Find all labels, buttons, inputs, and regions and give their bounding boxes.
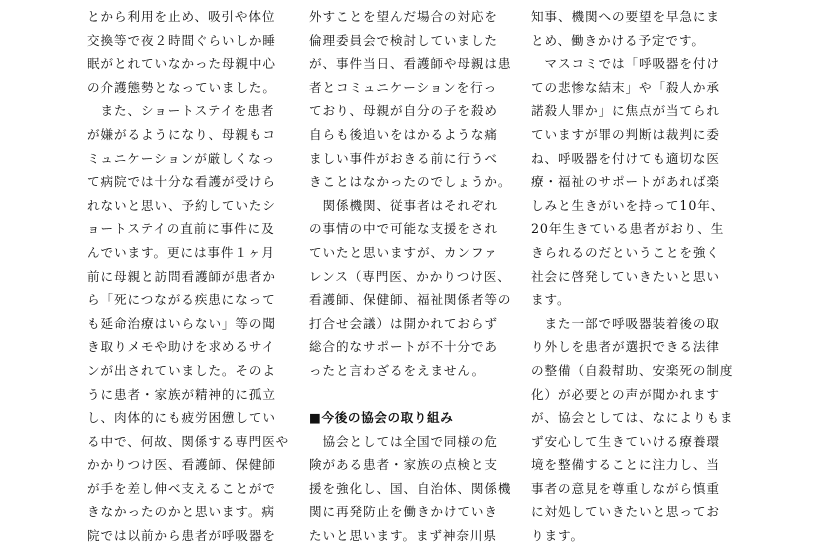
text-line: 打合せ会議）は開かれておらず	[309, 315, 498, 331]
text-line: 険がある患者・家族の点検と支	[309, 457, 498, 473]
text-line: とめ、働きかける予定です。	[531, 32, 705, 48]
text-line: 援を強化し、国、自治体、関係機	[309, 480, 512, 496]
text-line: とから利用を止め、吸引や体位	[87, 9, 276, 24]
text-line: 知事、機関への要望を早急にま	[531, 9, 720, 24]
text-line: 看護師、保健師、福祉関係者等の	[309, 292, 512, 308]
text-line: たいと思います。まず神奈川県	[309, 528, 497, 544]
text-line: 院では以前から患者が呼吸器を	[87, 528, 276, 544]
text-line: ミュニケーションが厳しくなっ	[87, 150, 276, 166]
text-line: 関係機関、従事者はそれぞれ	[309, 197, 498, 213]
text-line: 眠がとれていなかった母親中心	[87, 56, 276, 72]
text-line: 前に母親と訪問看護師が患者か	[87, 268, 276, 284]
text-line: 境を整備することに注力し、当	[531, 457, 720, 473]
text-line: る中で、何故、関係する専門医や	[87, 433, 290, 449]
text-line: き取りメモや助けを求めるサイ	[87, 339, 276, 355]
text-line: の事情の中で可能な支援をされ	[309, 221, 498, 237]
text-line: ンが出されていました。そのよ	[87, 362, 276, 378]
text-line: が手を差し伸べ支えることがで	[87, 480, 276, 496]
text-line: の介護態勢となっていました。	[87, 79, 276, 95]
text-line: しみと生きがいを持って10年、	[531, 197, 725, 213]
text-line: が、事件当日、看護師や母親は患	[309, 56, 512, 72]
text-line: ったと言わざるをえません。	[309, 362, 486, 378]
text-line: 総合的なサポートが不十分であ	[309, 339, 498, 355]
text-line: 療・福祉のサポートがあれば楽	[531, 174, 720, 190]
text-line: ら「死につながる疾患になって	[87, 292, 276, 308]
text-line: うに患者・家族が精神的に孤立	[87, 386, 276, 402]
text-line: が嫌がるようになり、母親もコ	[87, 126, 276, 142]
text-line: に対処していきたいと思ってお	[531, 504, 720, 520]
text-column-left	[87, 5, 303, 548]
text-line: ましい事件がおきる前に行うべ	[309, 150, 498, 166]
text-line: きなかったのかと思います。病	[87, 504, 275, 520]
text-line: ョートステイの直前に事件に及	[87, 221, 275, 237]
section-heading: ■今後の協会の取り組み	[309, 410, 454, 426]
text-line: も延命治療はいらない」等の聞	[87, 315, 276, 331]
text-line: 倫理委員会で検討していました	[309, 32, 498, 48]
text-line: 20年生きている患者がおり、生	[531, 221, 725, 237]
text-line: 社会に啓発していきたいと思い	[531, 268, 720, 284]
text-line: ます。	[531, 292, 571, 308]
text-line: んでいます。更には事件１ヶ月	[87, 244, 275, 260]
text-line: れないと思い、予約していたシ	[87, 197, 276, 213]
text-line: の整備（自殺幇助、安楽死の制度	[531, 362, 734, 378]
text-line: レンス（専門医、かかりつけ医、	[309, 268, 511, 284]
text-line: 交換等で夜２時間ぐらいしか睡	[87, 32, 276, 48]
text-line: 自らも後追いをはかるような痛	[309, 126, 498, 142]
text-column-right	[531, 5, 747, 548]
text-line: ての悲惨な結末」や「殺人か承	[531, 79, 720, 95]
text-line: かかりつけ医、看護師、保健師	[87, 457, 276, 473]
text-line: また、ショートステイを患者	[87, 103, 275, 119]
text-line: ていますが罪の判断は裁判に委	[531, 126, 720, 142]
blank-line	[309, 383, 525, 407]
text-line: り外しを患者が選択できる法律	[531, 339, 720, 355]
text-line: きられるのだということを強く	[531, 244, 720, 260]
text-line: 協会としては全国で同様の危	[309, 433, 498, 449]
text-line: て病院では十分な看護が受けら	[87, 174, 276, 190]
text-line: ね、呼吸器を付けても適切な医	[531, 150, 720, 166]
text-line: ず安心して生きていける療養環	[531, 433, 720, 449]
text-line: マスコミでは「呼吸器を付け	[531, 56, 720, 72]
text-line: が、協会としては、なによりもま	[531, 410, 734, 426]
text-line: ります。	[531, 528, 584, 544]
text-line: 者とコミュニケーションを行っ	[309, 79, 498, 95]
text-line: きことはなかったのでしょうか。	[309, 174, 512, 190]
text-line: ていたと思いますが、カンファ	[309, 244, 498, 260]
text-line: 外すことを望んだ場合の対応を	[309, 9, 498, 24]
text-line: し、肉体的にも疲労困憊してい	[87, 410, 276, 426]
text-line: 関に再発防止を働きかけていき	[309, 504, 498, 520]
text-line: ており、母親が自分の子を殺め	[309, 103, 498, 119]
text-line: 諾殺人罪か」に焦点が当てられ	[531, 103, 720, 119]
text-column-middle	[309, 5, 525, 548]
text-line: 化）が必要との声が聞かれます	[531, 386, 720, 402]
text-line: また一部で呼吸器装着後の取	[531, 315, 720, 331]
text-line: 事者の意見を尊重しながら慎重	[531, 480, 720, 496]
